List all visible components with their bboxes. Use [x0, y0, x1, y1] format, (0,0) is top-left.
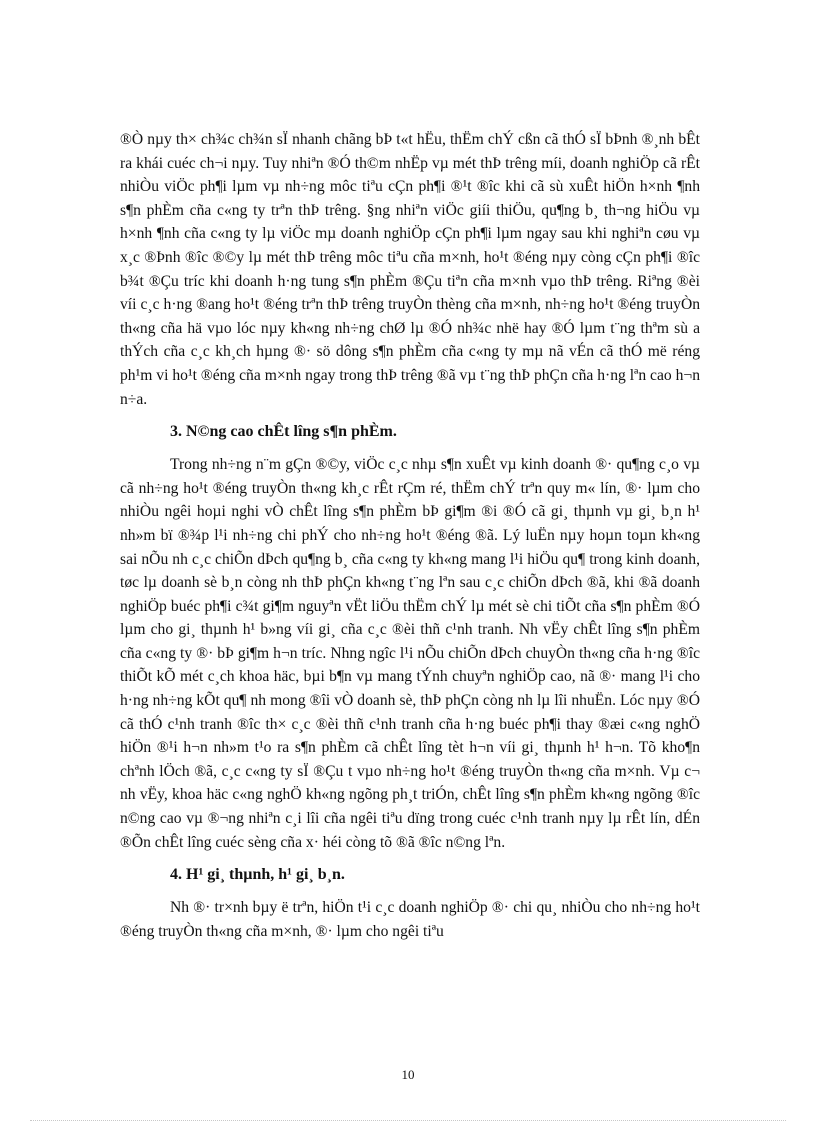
page-bottom-divider: [30, 1120, 786, 1121]
section-heading-3: 3. N©ng cao chÊt lîng s¶n phÈm.: [170, 423, 397, 441]
page-number: 10: [401, 1067, 415, 1082]
document-body: [120, 128, 700, 943]
paragraph-2: Trong nh÷ng n¨m gÇn ®©y, viÖc c¸c nhµ s¶n xuÊt vµ kinh doanh ®· qu¶ng c¸o vµ cã nh÷ng ho¹t ®éng truyÒn th«ng kh¸c rÊt rÇm ré, thËm chÝ trªn quy m« lín, ®· lµm cho nhiÒu ngêi hoµi nghi vÒ chÊt lîng s¶n phÈm bÞ gi¶m ®i ®Ó cã gi¸ thµnh vµ gi¸ b¸n h¹ nh»m bï ®¾p l¹i nh÷ng chi phÝ cho nh÷ng ho¹t ®éng ®ã. Lý luËn nµy hoµn toµn kh«ng sai nÕu nh c¸c chiÕn dÞch qu¶ng b¸ cña c«ng ty kh«ng mang l¹i hiÖu qu¶ trong kinh doanh, tøc lµ doanh sè b¸n còng nh thÞ phÇn kh«ng t¨ng lªn sau c¸c chiÕn dÞch ®ã, khi ®ã doanh nghiÖp buéc ph¶i c¾t gi¶m nguyªn vËt liÖu thËm chÝ lµ mét sè chi tiÕt cña s¶n phÈm ®Ó lµm cho gi¸ thµnh h¹ b»ng víi gi¸ cña c¸c ®èi thñ c¹nh tranh. Nh vËy chÊt lîng s¶n phÈm cña c«ng ty ®· bÞ gi¶m h¬n tríc. Nhng ngîc l¹i nÕu chiÕn dÞch chuyÒn th«ng cña h·ng ®îc thiÕt kÕ mét c¸ch khoa häc, bµi b¶n vµ mang tÝnh chuyªn nghiÖp cao, nã ®· mang l¹i cho h·ng nh÷ng kÕt qu¶ nh mong ®îi vÒ doanh sè, thÞ phÇn còng nh lµ lîi nhuËn. Lóc nµy ®Ó cã thÓ c¹nh tranh ®îc th× c¸c ®èi thñ c¹nh tranh cña h·ng buéc ph¶i thay ®æi c«ng nghÖ hiÖn ®¹i h¬n nh»m t¹o ra s¶n phÈm cã chÊt lîng tèt h¬n víi gi¸ thµnh h¹ h¬n. Tõ kho¶n chªnh lÖch ®ã, c¸c c«ng ty sÏ ®Çu t vµo nh÷ng ho¹t ®éng truyÒn th«ng cña m×nh. Vµ c¬ nh vËy, khoa häc c«ng nghÖ kh«ng ngõng ph¸t triÓn, chÊt lîng s¶n phÈm kh«ng ngõng ®îc n©ng cao vµ ®¬ng nhiªn c¸i lîi cña ngêi tiªu dïng trong cuéc c¹nh tranh nµy lµ rÊt lín, dÉn ®Õn chÊt lîng cuéc sèng cña x· héi còng tõ ®ã ®îc n©ng lªn.: [120, 456, 700, 851]
paragraph-3: Nh ®· tr×nh bµy ë trªn, hiÖn t¹i c¸c doanh nghiÖp ®· chi qu¸ nhiÒu cho nh÷ng ho¹t ®éng truyÒn th«ng cña m×nh, ®· lµm cho ngêi tiªu: [120, 899, 700, 940]
paragraph-1: ®Ò nµy th× ch¾c ch¾n sÏ nhanh chãng bÞ t«t hËu, thËm chÝ cßn cã thÓ sÏ bÞnh ®¸nh bÊt ra khái cuéc ch¬i nµy. Tuy nhiªn ®Ó th©m nhËp vµ mét thÞ trêng míi, doanh nghiÖp cã rÊt nhiÒu viÖc ph¶i lµm vµ nh÷ng môc tiªu cÇn ph¶i ®¹t ®îc khi cã sù xuÊt hiÖn h×nh ¶nh s¶n phÈm cña c«ng ty trªn thÞ trêng. §ng nhiªn viÖc giíi thiÖu, qu¶ng b¸ th¬ng hiÖu vµ h×nh ¶nh cña c«ng ty lµ viÖc mµ doanh nghiÖp cÇn ph¶i lµm ngay sau khi nghiªn cøu vµ x¸c ®Þnh ®îc ®©y lµ mét thÞ trêng môc tiªu cña m×nh, ho¹t ®éng nµy còng cÇn ph¶i ®îc b¾t ®Çu tríc khi doanh h·ng tung s¶n phÈm ®Çu tiªn cña m×nh vµo thÞ trêng. Riªng ®èi víi c¸c h·ng ®ang ho¹t ®éng trªn thÞ trêng truyÒn thèng cña m×nh, nh÷ng ho¹t ®éng truyÒn th«ng cña hä vµo lóc nµy kh«ng nh÷ng chØ lµ ®Ó nh¾c nhë hay ®Ó lµm t¨ng thªm sù a thÝch cña c¸c kh¸ch hµng ®· sö dông s¶n phÈm cña c«ng ty mµ nã vÉn cã thÓ më réng ph¹m vi ho¹t ®éng cña m×nh ngay trong thÞ trêng ®ã vµ t¨ng thÞ phÇn cña h·ng lªn cao h¬n n÷a.: [120, 131, 700, 408]
section-heading-4: 4. H¹ gi¸ thµnh, h¹ gi¸ b¸n.: [170, 866, 345, 884]
